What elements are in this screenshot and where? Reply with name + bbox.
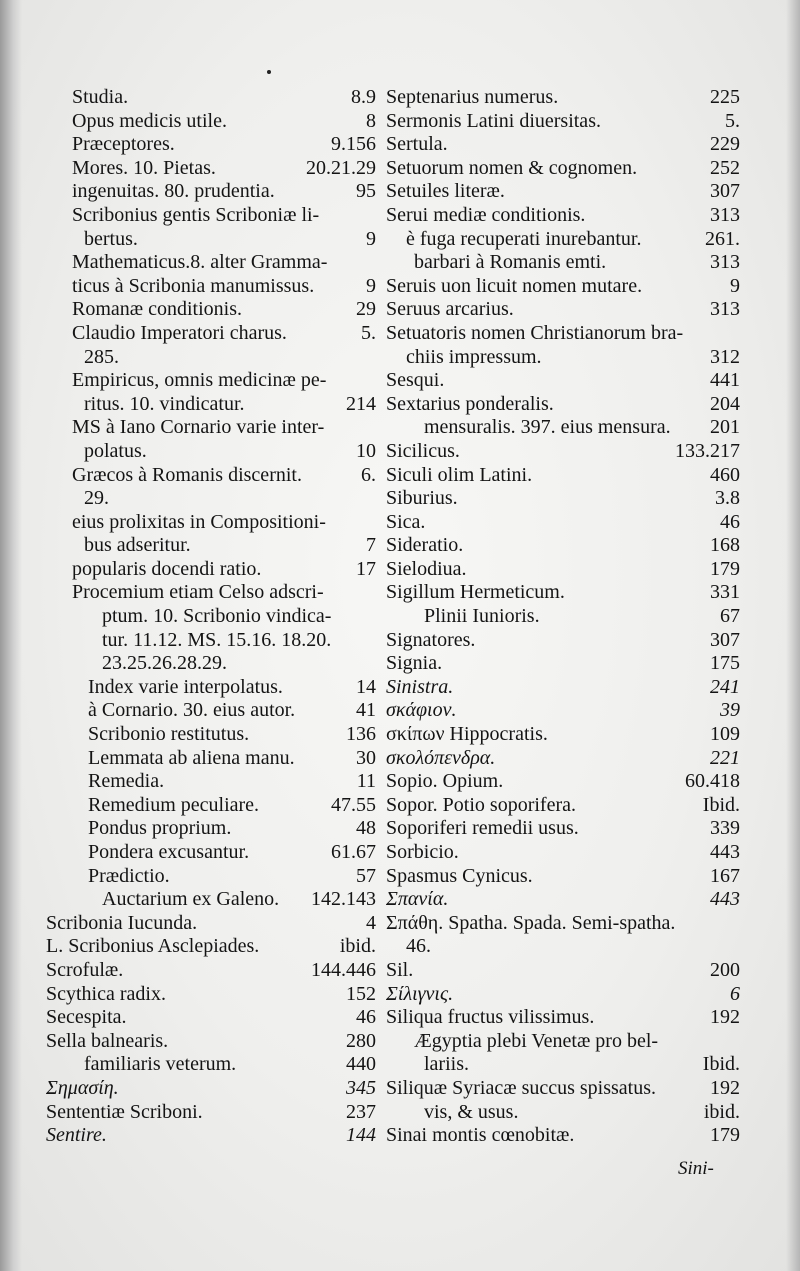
entry-term: Sielodiua. — [386, 557, 467, 580]
entry-term: Σημασίη. — [46, 1076, 119, 1099]
entry-page-ref: 9.156 — [331, 133, 376, 156]
index-column-left — [46, 86, 376, 1148]
entry-term: Siculi olim Latini. — [386, 463, 533, 486]
index-entry — [46, 298, 376, 322]
entry-term: Præceptores. — [72, 133, 175, 156]
entry-page-ref: 41 — [356, 699, 376, 722]
index-entry — [46, 747, 376, 771]
entry-page-ref: 9 — [366, 274, 376, 297]
entry-term: Seruis uon licuit nomen mutare. — [386, 274, 643, 297]
entry-term: Claudio Imperatori charus. — [72, 321, 287, 344]
index-entry — [46, 133, 376, 157]
entry-term: 23.25.26.28.29. — [102, 652, 227, 675]
entry-page-ref: 6 — [730, 982, 740, 1005]
index-entry — [46, 699, 376, 723]
entry-term: bus adseritur. — [84, 534, 191, 557]
entry-term: Sentire. — [46, 1124, 107, 1147]
entry-page-ref: 47.55 — [331, 793, 376, 816]
entry-page-ref: 142.143 — [311, 888, 376, 911]
entry-page-ref: 136 — [346, 723, 376, 746]
entry-term: familiaris veterum. — [84, 1053, 237, 1076]
entry-page-ref: 10 — [356, 439, 376, 462]
index-entry — [46, 723, 376, 747]
entry-term: Sigillum Hermeticum. — [386, 581, 565, 604]
entry-term: 285. — [84, 345, 119, 368]
index-entry — [46, 346, 376, 370]
entry-term: polatus. — [84, 439, 147, 462]
index-entry — [386, 110, 740, 134]
entry-page-ref: 11 — [356, 770, 376, 793]
entry-term: Setuorum nomen & cognomen. — [386, 156, 638, 179]
entry-term: Remedia. — [88, 770, 165, 793]
entry-page-ref: 4 — [366, 911, 376, 934]
entry-term: Studia. — [72, 86, 129, 108]
entry-page-ref: 5. — [725, 109, 740, 132]
index-entry — [46, 464, 376, 488]
index-entry — [46, 180, 376, 204]
index-entry — [46, 1077, 376, 1101]
index-entry — [386, 747, 740, 771]
index-entry — [46, 86, 376, 110]
index-entry — [46, 605, 376, 629]
entry-term: Sella balnearis. — [46, 1029, 169, 1052]
index-entry — [386, 416, 740, 440]
index-entry — [46, 369, 376, 393]
entry-term: eius prolixitas in Compositioni- — [72, 510, 326, 533]
entry-term: Sil. — [386, 958, 414, 981]
entry-page-ref: 67 — [720, 605, 740, 628]
entry-term: Prædictio. — [88, 864, 170, 887]
entry-term: Ægyptia plebi Venetæ pro bel- — [414, 1029, 659, 1052]
index-entry — [386, 912, 740, 936]
entry-term: Signatores. — [386, 628, 476, 651]
index-entry — [386, 180, 740, 204]
page-edge-shadow — [786, 0, 800, 1271]
index-entry — [46, 652, 376, 676]
entry-page-ref: 214 — [346, 392, 376, 415]
entry-term: Seruus arcarius. — [386, 298, 514, 321]
index-entry — [46, 983, 376, 1007]
entry-term: Sica. — [386, 510, 426, 533]
index-entry — [386, 464, 740, 488]
entry-page-ref: 229 — [710, 133, 740, 156]
index-entry — [46, 581, 376, 605]
entry-term: Sesqui. — [386, 369, 445, 392]
entry-term: Soporiferi remedii usus. — [386, 817, 579, 840]
entry-term: ingenuitas. 80. prudentia. — [72, 180, 275, 203]
entry-page-ref: 313 — [710, 203, 740, 226]
entry-term: 29. — [84, 487, 109, 510]
entry-term: Sideratio. — [386, 534, 464, 557]
index-entry — [386, 865, 740, 889]
entry-page-ref: 144.446 — [311, 958, 376, 981]
entry-term: Scrofulæ. — [46, 958, 124, 981]
index-entry — [386, 959, 740, 983]
index-entry — [46, 770, 376, 794]
entry-term: chiis impressum. — [406, 345, 542, 368]
entry-term: 46. — [406, 935, 431, 958]
entry-term: ticus à Scribonia manumissus. — [72, 274, 315, 297]
index-entry — [46, 440, 376, 464]
index-entry — [386, 534, 740, 558]
entry-term: Σπάθη. Spatha. Spada. Semi-spatha. — [386, 911, 676, 934]
entry-page-ref: 3.8 — [715, 487, 740, 510]
entry-term: Pondus proprium. — [88, 817, 232, 840]
index-entry — [386, 558, 740, 582]
page-edge-shadow — [0, 0, 22, 1271]
entry-term: Septenarius numerus. — [386, 86, 559, 108]
index-entry — [46, 1030, 376, 1054]
entry-term: lariis. — [424, 1053, 469, 1076]
entry-term: à Cornario. 30. eius autor. — [88, 699, 296, 722]
entry-page-ref: 440 — [346, 1053, 376, 1076]
entry-term: Siburius. — [386, 487, 458, 510]
entry-term: σκολόπενδρα. — [386, 746, 496, 769]
entry-term: Scythica radix. — [46, 982, 166, 1005]
entry-term: σκίπων Hippocratis. — [386, 723, 548, 746]
index-entry — [386, 817, 740, 841]
entry-page-ref: 46 — [720, 510, 740, 533]
entry-term: Scribonia Iucunda. — [46, 911, 198, 934]
index-entry — [46, 534, 376, 558]
entry-term: Index varie interpolatus. — [88, 675, 283, 698]
index-entry — [46, 511, 376, 535]
entry-page-ref: 152 — [346, 982, 376, 1005]
entry-term: Sertula. — [386, 133, 448, 156]
entry-page-ref: Ibid. — [702, 1053, 740, 1076]
entry-page-ref: Ibid. — [702, 793, 740, 816]
index-entry — [386, 935, 740, 959]
entry-page-ref: 60.418 — [685, 770, 740, 793]
entry-term: Sententiæ Scriboni. — [46, 1100, 203, 1123]
entry-term: Græcos à Romanis discernit. — [72, 463, 302, 486]
index-entry — [386, 393, 740, 417]
entry-term: Sopio. Opium. — [386, 770, 504, 793]
entry-term: Scribonio restitutus. — [88, 723, 250, 746]
index-entry — [386, 86, 740, 110]
index-entry — [46, 888, 376, 912]
index-entry — [46, 912, 376, 936]
entry-term: σκάφιον. — [386, 699, 457, 722]
index-entry — [386, 298, 740, 322]
entry-term: bertus. — [84, 227, 138, 250]
index-entry — [386, 983, 740, 1007]
entry-page-ref: 241 — [710, 675, 740, 698]
index-entry — [386, 723, 740, 747]
index-entry — [386, 1101, 740, 1125]
index-entry — [386, 1030, 740, 1054]
index-entry — [46, 1006, 376, 1030]
entry-page-ref: 167 — [710, 864, 740, 887]
index-entry — [386, 228, 740, 252]
entry-term: popularis docendi ratio. — [72, 557, 262, 580]
index-entry — [386, 251, 740, 275]
entry-page-ref: 95 — [356, 180, 376, 203]
entry-page-ref: 280 — [346, 1029, 376, 1052]
index-entry — [386, 629, 740, 653]
index-entry — [46, 629, 376, 653]
entry-term: Mathematicus.8. alter Gramma- — [72, 251, 328, 274]
index-entry — [386, 322, 740, 346]
index-entry — [386, 133, 740, 157]
entry-term: Setuiles literæ. — [386, 180, 505, 203]
entry-term: Scribonius gentis Scriboniæ li- — [72, 203, 320, 226]
index-entry — [386, 1053, 740, 1077]
entry-page-ref: 29 — [356, 298, 376, 321]
entry-page-ref: 6. — [361, 463, 376, 486]
entry-page-ref: 168 — [710, 534, 740, 557]
entry-page-ref: 252 — [710, 156, 740, 179]
entry-term: Σίλιγνις. — [386, 982, 454, 1005]
index-entry — [386, 794, 740, 818]
entry-page-ref: 61.67 — [331, 841, 376, 863]
index-entry — [46, 393, 376, 417]
index-entry — [386, 440, 740, 464]
entry-page-ref: 307 — [710, 628, 740, 651]
entry-page-ref: 48 — [356, 817, 376, 840]
index-entry — [386, 676, 740, 700]
entry-term: Σπανία. — [386, 888, 449, 911]
index-entry — [46, 487, 376, 511]
index-entry — [46, 110, 376, 134]
index-entry — [386, 157, 740, 181]
entry-page-ref: 9 — [730, 274, 740, 297]
index-entry — [386, 1077, 740, 1101]
entry-term: Mores. 10. Pietas. — [72, 156, 216, 179]
entry-term: Secespita. — [46, 1006, 127, 1029]
index-entry — [46, 275, 376, 299]
entry-term: MS à Iano Cornario varie inter- — [72, 416, 325, 439]
index-entry — [386, 369, 740, 393]
entry-page-ref: 17 — [356, 557, 376, 580]
index-entry — [386, 841, 740, 865]
entry-term: ptum. 10. Scribonio vindica- — [102, 605, 332, 628]
index-entry — [386, 699, 740, 723]
entry-term: L. Scribonius Asclepiades. — [46, 935, 260, 958]
entry-page-ref: 201 — [710, 416, 740, 439]
entry-term: vis, & usus. — [424, 1100, 519, 1123]
index-entry — [46, 558, 376, 582]
entry-term: Sinistra. — [386, 675, 454, 698]
index-entry — [46, 794, 376, 818]
entry-term: Sermonis Latini diuersitas. — [386, 109, 601, 132]
entry-page-ref: 313 — [710, 298, 740, 321]
entry-page-ref: 5. — [361, 321, 376, 344]
index-entry — [386, 487, 740, 511]
index-entry — [46, 865, 376, 889]
index-entry — [46, 1101, 376, 1125]
entry-page-ref: 200 — [710, 958, 740, 981]
entry-page-ref: ibid. — [703, 1100, 740, 1123]
entry-term: mensuralis. 397. eius mensura. — [424, 416, 671, 439]
entry-term: Signia. — [386, 652, 443, 675]
index-entry — [46, 676, 376, 700]
entry-page-ref: 192 — [710, 1006, 740, 1029]
entry-term: Lemmata ab aliena manu. — [88, 746, 295, 769]
index-entry — [46, 817, 376, 841]
entry-term: Romanæ conditionis. — [72, 298, 242, 321]
entry-page-ref: 46 — [356, 1006, 376, 1029]
entry-term: Sorbicio. — [386, 841, 459, 863]
index-entry — [386, 1124, 740, 1148]
entry-page-ref: 460 — [710, 463, 740, 486]
index-entry — [386, 581, 740, 605]
index-column-right — [386, 86, 740, 1148]
entry-term: Procemium etiam Celso adscri- — [72, 581, 324, 604]
index-entry — [46, 322, 376, 346]
entry-page-ref: 133.217 — [675, 439, 740, 462]
entry-term: Opus medicis utile. — [72, 109, 227, 132]
entry-page-ref: 8 — [366, 109, 376, 132]
index-entry — [46, 204, 376, 228]
entry-page-ref: 204 — [710, 392, 740, 415]
index-entry — [46, 1053, 376, 1077]
entry-term: ritus. 10. vindicatur. — [84, 392, 245, 415]
entry-term: Auctarium ex Galeno. — [102, 888, 280, 911]
entry-page-ref: 225 — [710, 86, 740, 108]
entry-term: barbari à Romanis emti. — [414, 251, 607, 274]
entry-term: Spasmus Cynicus. — [386, 864, 533, 887]
entry-page-ref: 175 — [710, 652, 740, 675]
entry-term: è fuga recuperati inurebantur. — [406, 227, 642, 250]
index-entry — [386, 204, 740, 228]
index-entry — [386, 346, 740, 370]
entry-term: Empiricus, omnis medicinæ pe- — [72, 369, 327, 392]
entry-page-ref: 441 — [710, 369, 740, 392]
entry-term: Sextarius ponderalis. — [386, 392, 554, 415]
index-entry — [46, 841, 376, 865]
entry-page-ref: 313 — [710, 251, 740, 274]
entry-page-ref: 237 — [346, 1100, 376, 1123]
index-entry — [46, 251, 376, 275]
index-entry — [46, 935, 376, 959]
entry-page-ref: 30 — [356, 746, 376, 769]
index-entry — [386, 275, 740, 299]
index-entry — [46, 1124, 376, 1148]
entry-term: tur. 11.12. MS. 15.16. 18.20. — [102, 628, 332, 651]
entry-term: Plinii Iunioris. — [424, 605, 540, 628]
entry-page-ref: 8.9 — [351, 86, 376, 108]
index-entry — [386, 770, 740, 794]
entry-term: Sinai montis cœnobitæ. — [386, 1124, 575, 1147]
index-entry — [386, 652, 740, 676]
entry-page-ref: 221 — [710, 746, 740, 769]
entry-term: Sopor. Potio soporifera. — [386, 793, 576, 816]
entry-page-ref: 312 — [710, 345, 740, 368]
entry-page-ref: 109 — [710, 723, 740, 746]
index-entry — [46, 157, 376, 181]
entry-page-ref: 144 — [346, 1124, 376, 1147]
index-entry — [386, 888, 740, 912]
catchword: Sini- — [678, 1158, 714, 1179]
entry-page-ref: 39 — [720, 699, 740, 722]
entry-page-ref: ibid. — [339, 935, 376, 958]
entry-page-ref: 179 — [710, 1124, 740, 1147]
index-entry — [46, 416, 376, 440]
index-entry — [46, 959, 376, 983]
entry-page-ref: 9 — [366, 227, 376, 250]
ink-dot — [267, 70, 271, 74]
entry-term: Siliqua fructus vilissimus. — [386, 1006, 595, 1029]
entry-page-ref: 443 — [710, 841, 740, 863]
entry-page-ref: 345 — [346, 1076, 376, 1099]
entry-term: Serui mediæ conditionis. — [386, 203, 586, 226]
index-entry — [386, 511, 740, 535]
index-entry — [386, 605, 740, 629]
entry-page-ref: 57 — [356, 864, 376, 887]
entry-page-ref: 443 — [710, 888, 740, 911]
entry-page-ref: 20.21.29 — [306, 156, 376, 179]
entry-term: Setuatoris nomen Christianorum bra- — [386, 321, 684, 344]
entry-page-ref: 307 — [710, 180, 740, 203]
entry-term: Pondera excusantur. — [88, 841, 250, 863]
entry-page-ref: 192 — [710, 1076, 740, 1099]
entry-term: Siliquæ Syriacæ succus spissatus. — [386, 1076, 657, 1099]
entry-page-ref: 331 — [710, 581, 740, 604]
entry-term: Sicilicus. — [386, 439, 460, 462]
index-entry — [46, 228, 376, 252]
entry-page-ref: 261. — [705, 227, 740, 250]
entry-term: Remedium peculiare. — [88, 793, 260, 816]
entry-page-ref: 179 — [710, 557, 740, 580]
entry-page-ref: 339 — [710, 817, 740, 840]
index-entry — [386, 1006, 740, 1030]
entry-page-ref: 7 — [366, 534, 376, 557]
entry-page-ref: 14 — [356, 675, 376, 698]
